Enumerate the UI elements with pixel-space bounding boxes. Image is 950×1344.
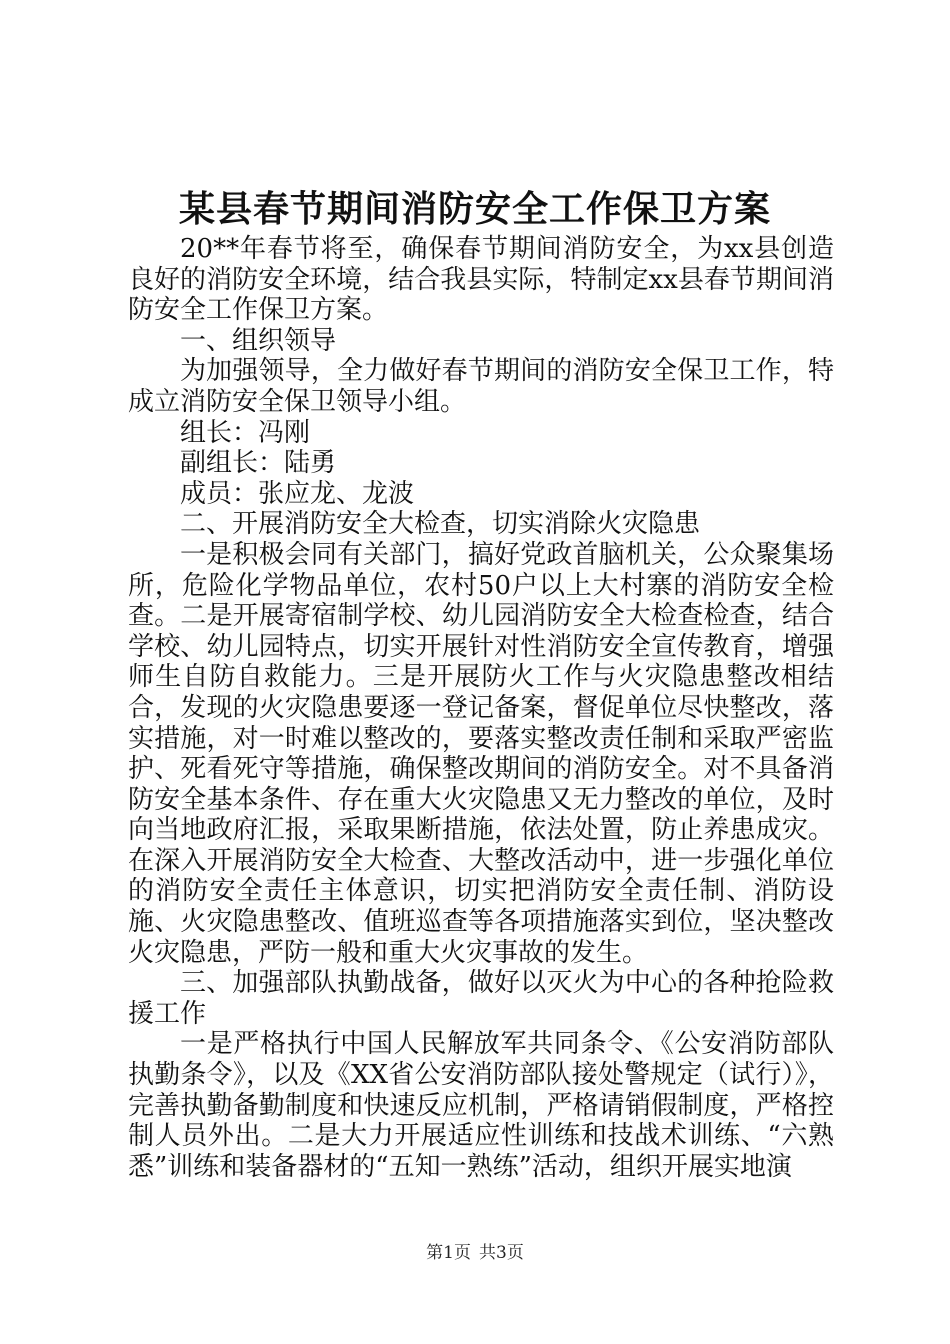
intro-paragraph: 20**年春节将至，确保春节期间消防安全，为xx县创造良好的消防安全环境，结合我县实际，特制定xx县春节期间消防安全工作保卫方案。 (128, 234, 834, 326)
section-heading-2: 二、开展消防安全大检查，切实消除火灾隐患 (180, 509, 701, 540)
section-heading-3: 三、加强部队执勤战备，做好以灭火为中心的各种抢险救援工作 (128, 968, 834, 1029)
document-title: 某县春节期间消防安全工作保卫方案 (178, 188, 771, 230)
page-number: 第1页 (426, 1243, 471, 1263)
inspection-paragraph: 一是积极会同有关部门，搞好党政首脑机关，公众聚集场所，危险化学物品单位，农村50户以上大村寨的消防安全检查。二是开展寄宿制学校、幼儿园消防安全大检查检查，结合学校、幼儿园特点，切实开展针对性消防安全宣传教育，增强师生自防自救能力。三是开展防火工作与火灾隐患整改相结合，发现的火灾隐患要逐一登记备案，督促单位尽快整改，落实措施，对一时难以整改的，要落实整改责任制和采取严密监护、死看死守等措施，确保整改期间的消防安全。对不具备消防安全基本条件、存在重大火灾隐患又无力整改的单位，及时向当地政府汇报，采取果断措施，依法处置，防止养患成灾。在深入开展消防安全大检查、大整改活动中，进一步强化单位的消防安全责任主体意识，切实把消防安全责任制、消防设施、火灾隐患整改、值班巡查等各项措施落实到位，坚决整改火灾隐患，严防一般和重大火灾事故的发生。 (128, 539, 834, 968)
document-body (128, 234, 834, 1182)
leadership-paragraph: 为加强领导，全力做好春节期间的消防安全保卫工作，特成立消防安全保卫领导小组。 (128, 356, 834, 417)
page-total: 共3页 (479, 1243, 524, 1263)
section-heading-1: 一、组织领导 (180, 325, 337, 356)
members-line: 成员：张应龙、龙波 (180, 478, 415, 509)
group-leader-line: 组长：冯刚 (180, 417, 311, 448)
duty-paragraph: 一是严格执行中国人民解放军共同条令、《公安消防部队执勤条令》，以及《XX省公安消防部队接处警规定（试行）》，完善执勤备勤制度和快速反应机制，严格请销假制度，严格控制人员外出。二是大力开展适应性训练和技战术训练、“六熟悉”训练和装备器材的“五知一熟练”活动，组织开展实地演 (128, 1029, 834, 1182)
page-footer (0, 1241, 950, 1265)
deputy-leader-line: 副组长：陆勇 (180, 448, 337, 479)
